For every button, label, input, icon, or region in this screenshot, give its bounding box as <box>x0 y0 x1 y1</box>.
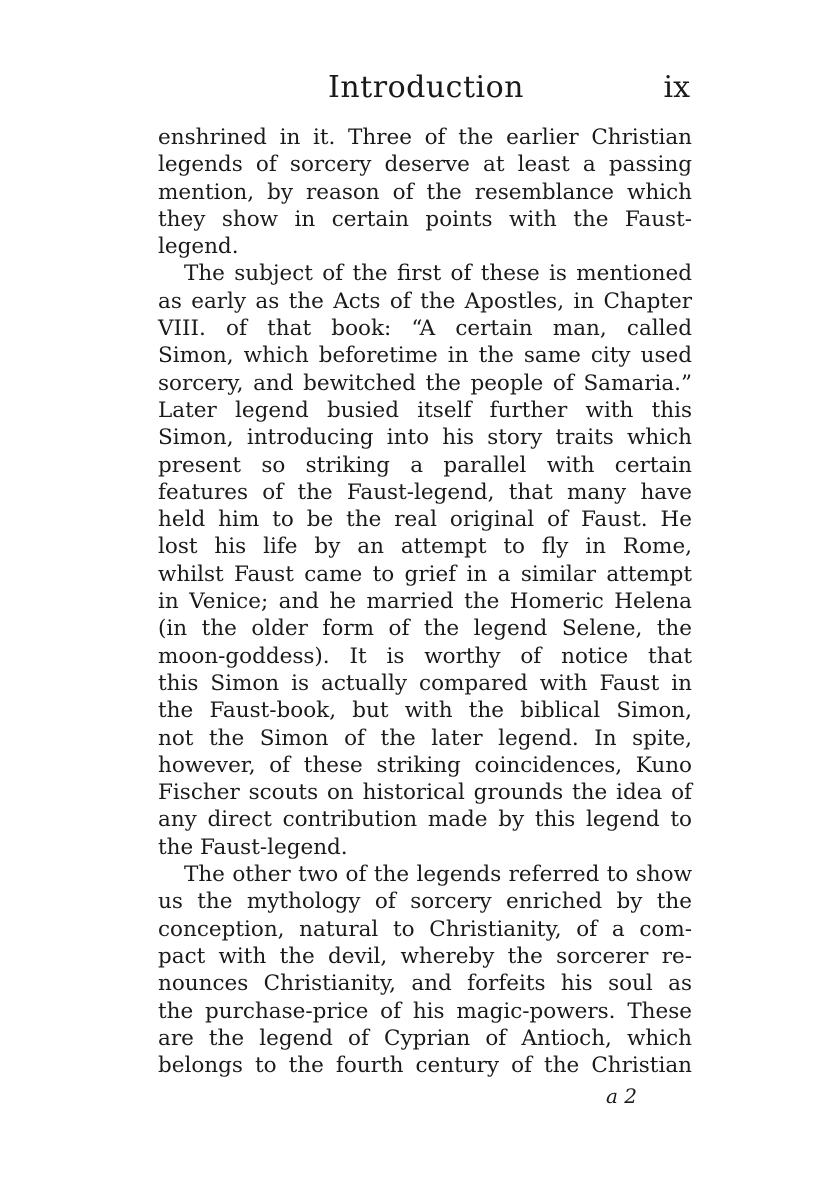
text-line: The subject of the first of these is mentioned <box>184 261 692 287</box>
text-line: whilst Faust came to grief in a similar attempt <box>158 561 692 587</box>
page-title: Introduction <box>328 70 524 105</box>
text-line: they show in certain points with the Faust- <box>158 206 692 232</box>
text-line: present so striking a parallel with certain <box>158 452 692 478</box>
text-line: moon-goddess). It is worthy of notice that <box>158 643 692 669</box>
running-head <box>160 66 690 110</box>
body-text <box>158 124 692 1079</box>
text-line: legends of sorcery deserve at least a passing <box>158 152 692 178</box>
text-line: the Faust-legend. <box>158 834 348 860</box>
text-line: sorcery, and bewitched the people of Samaria.” <box>158 370 692 396</box>
text-line: Later legend busied itself further with this <box>158 397 692 423</box>
text-line: held him to be the real original of Faust. He <box>158 507 692 533</box>
text-line: not the Simon of the later legend. In spite, <box>158 725 692 751</box>
signature-mark: a 2 <box>606 1084 638 1108</box>
text-line: are the legend of Cyprian of Antioch, which <box>158 1025 692 1051</box>
text-line: this Simon is actually compared with Faust in <box>158 670 692 696</box>
text-line: us the mythology of sorcery enriched by the <box>158 889 692 915</box>
text-line: nounces Christianity, and forfeits his soul as <box>158 971 692 997</box>
page-number: ix <box>663 70 690 105</box>
text-line: in Venice; and he married the Homeric Helena <box>158 589 692 615</box>
text-line: Simon, which beforetime in the same city used <box>158 343 692 369</box>
text-line: belongs to the fourth century of the Christian <box>158 1053 692 1079</box>
text-line: however, of these striking coincidences, Kuno <box>158 752 692 778</box>
text-line: (in the older form of the legend Selene, the <box>158 616 692 642</box>
text-line: as early as the Acts of the Apostles, in Chapter <box>158 288 692 314</box>
text-line: Fischer scouts on historical grounds the idea of <box>158 780 692 806</box>
text-line: conception, natural to Christianity, of a com- <box>158 916 692 942</box>
text-line: lost his life by an attempt to fly in Rome, <box>158 534 692 560</box>
text-line: any direct contribution made by this legend to <box>158 807 692 833</box>
text-line: Simon, introducing into his story traits which <box>158 425 692 451</box>
text-line: mention, by reason of the resemblance which <box>158 179 692 205</box>
text-line: features of the Faust-legend, that many have <box>158 479 692 505</box>
text-line: pact with the devil, whereby the sorcerer re- <box>158 943 692 969</box>
text-line: the purchase-price of his magic-powers. These <box>158 998 692 1024</box>
text-line: legend. <box>158 234 239 260</box>
text-line: The other two of the legends referred to show <box>184 862 692 888</box>
text-line: the Faust-book, but with the biblical Simon, <box>158 698 692 724</box>
text-line: enshrined in it. Three of the earlier Christian <box>158 125 692 150</box>
text-line: VIII. of that book: “A certain man, called <box>158 316 692 342</box>
